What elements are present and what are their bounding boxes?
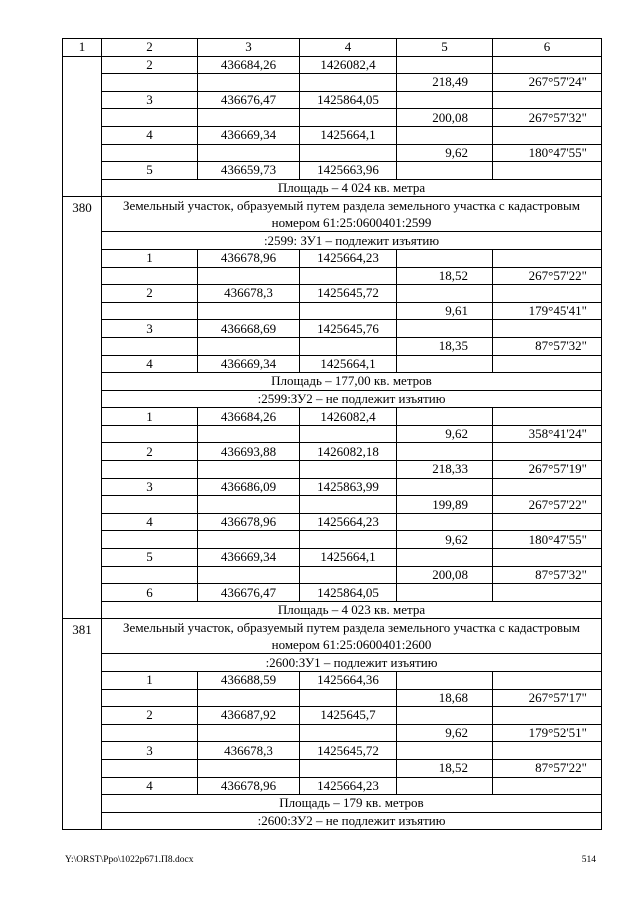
header-cell: 1 <box>63 39 102 57</box>
empty-cell <box>493 56 602 74</box>
merged-text-cell: Площадь – 4 024 кв. метра <box>102 179 602 197</box>
empty-cell <box>493 408 602 426</box>
empty-cell <box>300 566 397 584</box>
direction-angle: 179°52'51" <box>493 724 602 742</box>
coordinate-x: 436676,47 <box>198 584 300 602</box>
coordinate-x: 436669,34 <box>198 126 300 144</box>
point-row <box>63 707 602 725</box>
coordinate-x: 436678,3 <box>198 742 300 760</box>
empty-cell <box>397 320 493 338</box>
empty-cell <box>102 302 198 320</box>
empty-cell <box>198 337 300 355</box>
point-number: 2 <box>102 285 198 303</box>
coordinate-y: 1425645,72 <box>300 742 397 760</box>
point-row <box>63 56 602 74</box>
empty-cell <box>102 337 198 355</box>
page-number: 514 <box>581 855 596 865</box>
direction-angle: 267°57'17" <box>493 689 602 707</box>
point-number: 3 <box>102 478 198 496</box>
empty-cell <box>300 74 397 92</box>
empty-cell <box>397 478 493 496</box>
segment-length: 18,52 <box>397 759 493 777</box>
file-path: Y:\ORST\Ppo\1022p671.П8.docx <box>65 855 194 865</box>
coordinate-y: 1425664,23 <box>300 249 397 267</box>
segment-length: 9,62 <box>397 144 493 162</box>
point-number: 1 <box>102 408 198 426</box>
coordinate-x: 436678,96 <box>198 513 300 531</box>
merged-text-row <box>63 601 602 619</box>
empty-cell <box>493 249 602 267</box>
point-row <box>63 513 602 531</box>
direction-angle: 87°57'22" <box>493 759 602 777</box>
coordinate-y: 1425645,7 <box>300 707 397 725</box>
direction-angle: 267°57'24" <box>493 74 602 92</box>
merged-text-row <box>63 179 602 197</box>
direction-angle: 267°57'22" <box>493 496 602 514</box>
empty-cell <box>397 56 493 74</box>
empty-cell <box>397 672 493 690</box>
point-number: 3 <box>102 742 198 760</box>
coordinate-y: 1425863,99 <box>300 478 397 496</box>
segment-row <box>63 144 602 162</box>
merged-text-row <box>63 373 602 391</box>
segment-length: 9,61 <box>397 302 493 320</box>
point-row <box>63 443 602 461</box>
empty-cell <box>102 531 198 549</box>
point-number: 2 <box>102 443 198 461</box>
point-number: 3 <box>102 91 198 109</box>
coordinate-y: 1425645,72 <box>300 285 397 303</box>
segment-row <box>63 267 602 285</box>
coordinate-y: 1425664,1 <box>300 126 397 144</box>
empty-cell <box>493 162 602 180</box>
coordinate-y: 1425664,1 <box>300 355 397 373</box>
coordinate-y: 1426082,4 <box>300 408 397 426</box>
point-row <box>63 549 602 567</box>
empty-cell <box>493 478 602 496</box>
empty-cell <box>102 689 198 707</box>
segment-row <box>63 302 602 320</box>
empty-cell <box>493 320 602 338</box>
empty-cell <box>300 267 397 285</box>
merged-text-cell: :2600:ЗУ2 – не подлежит изъятию <box>102 812 602 830</box>
empty-cell <box>198 74 300 92</box>
coordinate-y: 1425664,1 <box>300 549 397 567</box>
segment-row <box>63 109 602 127</box>
point-number: 2 <box>102 56 198 74</box>
point-row <box>63 91 602 109</box>
empty-cell <box>198 689 300 707</box>
empty-cell <box>300 302 397 320</box>
parcel-description: Земельный участок, образуемый путем раздела земельного участка с кадастровым номером 61:25:0600401:2599 <box>102 197 602 232</box>
empty-cell <box>493 443 602 461</box>
coordinate-y: 1425664,36 <box>300 672 397 690</box>
point-number: 4 <box>102 513 198 531</box>
segment-row <box>63 759 602 777</box>
direction-angle: 267°57'22" <box>493 267 602 285</box>
coordinate-y: 1425664,23 <box>300 513 397 531</box>
merged-text-row <box>63 232 602 250</box>
header-row <box>63 39 602 57</box>
segment-row <box>63 425 602 443</box>
point-number: 2 <box>102 707 198 725</box>
point-number: 5 <box>102 162 198 180</box>
segment-length: 18,52 <box>397 267 493 285</box>
coordinate-x: 436678,3 <box>198 285 300 303</box>
empty-cell <box>493 355 602 373</box>
segment-row <box>63 689 602 707</box>
empty-cell <box>493 285 602 303</box>
empty-cell <box>493 584 602 602</box>
group-number-cell: 380 <box>63 197 102 619</box>
empty-cell <box>300 531 397 549</box>
coordinate-y: 1425663,96 <box>300 162 397 180</box>
segment-row <box>63 531 602 549</box>
direction-angle: 180°47'55" <box>493 531 602 549</box>
header-cell: 6 <box>493 39 602 57</box>
parcel-heading-row <box>63 197 602 232</box>
point-row <box>63 742 602 760</box>
empty-cell <box>397 126 493 144</box>
header-cell: 5 <box>397 39 493 57</box>
merged-text-cell: Площадь – 4 023 кв. метра <box>102 601 602 619</box>
empty-cell <box>300 496 397 514</box>
empty-cell <box>102 496 198 514</box>
direction-angle: 180°47'55" <box>493 144 602 162</box>
empty-cell <box>102 109 198 127</box>
coordinate-x: 436687,92 <box>198 707 300 725</box>
direction-angle: 87°57'32" <box>493 566 602 584</box>
empty-cell <box>493 742 602 760</box>
segment-row <box>63 724 602 742</box>
empty-cell <box>198 566 300 584</box>
empty-cell <box>198 302 300 320</box>
empty-cell <box>102 461 198 479</box>
direction-angle: 358°41'24" <box>493 425 602 443</box>
empty-cell <box>300 109 397 127</box>
empty-cell <box>198 144 300 162</box>
segment-length: 9,62 <box>397 724 493 742</box>
coordinate-y: 1425664,23 <box>300 777 397 795</box>
empty-cell <box>493 91 602 109</box>
point-number: 4 <box>102 355 198 373</box>
empty-cell <box>397 777 493 795</box>
merged-text-cell: :2600:ЗУ1 – подлежит изъятию <box>102 654 602 672</box>
segment-length: 9,62 <box>397 425 493 443</box>
empty-cell <box>493 549 602 567</box>
segment-length: 9,62 <box>397 531 493 549</box>
point-number: 5 <box>102 549 198 567</box>
coordinate-x: 436669,34 <box>198 549 300 567</box>
empty-cell <box>300 425 397 443</box>
coordinate-y: 1426082,4 <box>300 56 397 74</box>
segment-length: 200,08 <box>397 109 493 127</box>
empty-cell <box>300 337 397 355</box>
empty-cell <box>493 777 602 795</box>
empty-cell <box>397 549 493 567</box>
point-row <box>63 320 602 338</box>
coordinate-x: 436684,26 <box>198 408 300 426</box>
point-row <box>63 249 602 267</box>
empty-cell <box>397 443 493 461</box>
coordinate-y: 1425864,05 <box>300 91 397 109</box>
empty-cell <box>102 566 198 584</box>
merged-text-cell: Площадь – 177,00 кв. метров <box>102 373 602 391</box>
coordinate-y: 1426082,18 <box>300 443 397 461</box>
empty-cell <box>493 707 602 725</box>
coordinate-x: 436678,96 <box>198 777 300 795</box>
empty-cell <box>102 267 198 285</box>
table-body <box>63 39 602 830</box>
empty-cell <box>493 126 602 144</box>
merged-text-row <box>63 390 602 408</box>
point-row <box>63 672 602 690</box>
point-number: 1 <box>102 249 198 267</box>
direction-angle: 267°57'19" <box>493 461 602 479</box>
coordinate-x: 436659,73 <box>198 162 300 180</box>
segment-length: 199,89 <box>397 496 493 514</box>
coordinate-x: 436688,59 <box>198 672 300 690</box>
coordinate-x: 436676,47 <box>198 91 300 109</box>
empty-cell <box>397 707 493 725</box>
merged-text-row <box>63 654 602 672</box>
group-number-cell <box>63 56 102 197</box>
empty-cell <box>300 724 397 742</box>
segment-row <box>63 566 602 584</box>
empty-cell <box>198 496 300 514</box>
empty-cell <box>397 513 493 531</box>
coordinate-y: 1425864,05 <box>300 584 397 602</box>
point-number: 1 <box>102 672 198 690</box>
empty-cell <box>198 109 300 127</box>
direction-angle: 87°57'32" <box>493 337 602 355</box>
segment-length: 200,08 <box>397 566 493 584</box>
empty-cell <box>102 74 198 92</box>
point-row <box>63 478 602 496</box>
point-row <box>63 408 602 426</box>
header-cell: 3 <box>198 39 300 57</box>
empty-cell <box>198 267 300 285</box>
empty-cell <box>300 759 397 777</box>
point-number: 4 <box>102 126 198 144</box>
empty-cell <box>198 531 300 549</box>
coordinate-x: 436693,88 <box>198 443 300 461</box>
empty-cell <box>102 724 198 742</box>
segment-row <box>63 496 602 514</box>
segment-row <box>63 74 602 92</box>
empty-cell <box>198 425 300 443</box>
segment-row <box>63 461 602 479</box>
empty-cell <box>493 672 602 690</box>
empty-cell <box>397 408 493 426</box>
point-row <box>63 126 602 144</box>
empty-cell <box>397 162 493 180</box>
merged-text-row <box>63 812 602 830</box>
point-number: 3 <box>102 320 198 338</box>
merged-text-cell: :2599: ЗУ1 – подлежит изъятию <box>102 232 602 250</box>
segment-length: 218,49 <box>397 74 493 92</box>
empty-cell <box>198 461 300 479</box>
coordinates-table <box>62 38 602 830</box>
segment-length: 18,68 <box>397 689 493 707</box>
coordinate-x: 436669,34 <box>198 355 300 373</box>
point-row <box>63 355 602 373</box>
point-number: 6 <box>102 584 198 602</box>
segment-row <box>63 337 602 355</box>
empty-cell <box>397 742 493 760</box>
empty-cell <box>102 144 198 162</box>
point-row <box>63 162 602 180</box>
header-cell: 2 <box>102 39 198 57</box>
empty-cell <box>102 759 198 777</box>
parcel-heading-row <box>63 619 602 654</box>
coordinate-x: 436684,26 <box>198 56 300 74</box>
parcel-description: Земельный участок, образуемый путем раздела земельного участка с кадастровым номером 61:25:0600401:2600 <box>102 619 602 654</box>
point-row <box>63 584 602 602</box>
empty-cell <box>397 584 493 602</box>
group-number-cell: 381 <box>63 619 102 830</box>
empty-cell <box>397 249 493 267</box>
merged-text-cell: :2599:ЗУ2 – не подлежит изъятию <box>102 390 602 408</box>
direction-angle: 267°57'32" <box>493 109 602 127</box>
segment-length: 218,33 <box>397 461 493 479</box>
coordinate-y: 1425645,76 <box>300 320 397 338</box>
segment-length: 18,35 <box>397 337 493 355</box>
empty-cell <box>397 91 493 109</box>
empty-cell <box>198 759 300 777</box>
empty-cell <box>493 513 602 531</box>
coordinate-x: 436686,09 <box>198 478 300 496</box>
empty-cell <box>397 355 493 373</box>
empty-cell <box>300 689 397 707</box>
point-row <box>63 285 602 303</box>
merged-text-row <box>63 795 602 813</box>
coordinate-x: 436678,96 <box>198 249 300 267</box>
point-number: 4 <box>102 777 198 795</box>
header-cell: 4 <box>300 39 397 57</box>
empty-cell <box>300 461 397 479</box>
coordinate-x: 436668,69 <box>198 320 300 338</box>
empty-cell <box>102 425 198 443</box>
empty-cell <box>397 285 493 303</box>
empty-cell <box>198 724 300 742</box>
merged-text-cell: Площадь – 179 кв. метров <box>102 795 602 813</box>
empty-cell <box>300 144 397 162</box>
point-row <box>63 777 602 795</box>
direction-angle: 179°45'41" <box>493 302 602 320</box>
